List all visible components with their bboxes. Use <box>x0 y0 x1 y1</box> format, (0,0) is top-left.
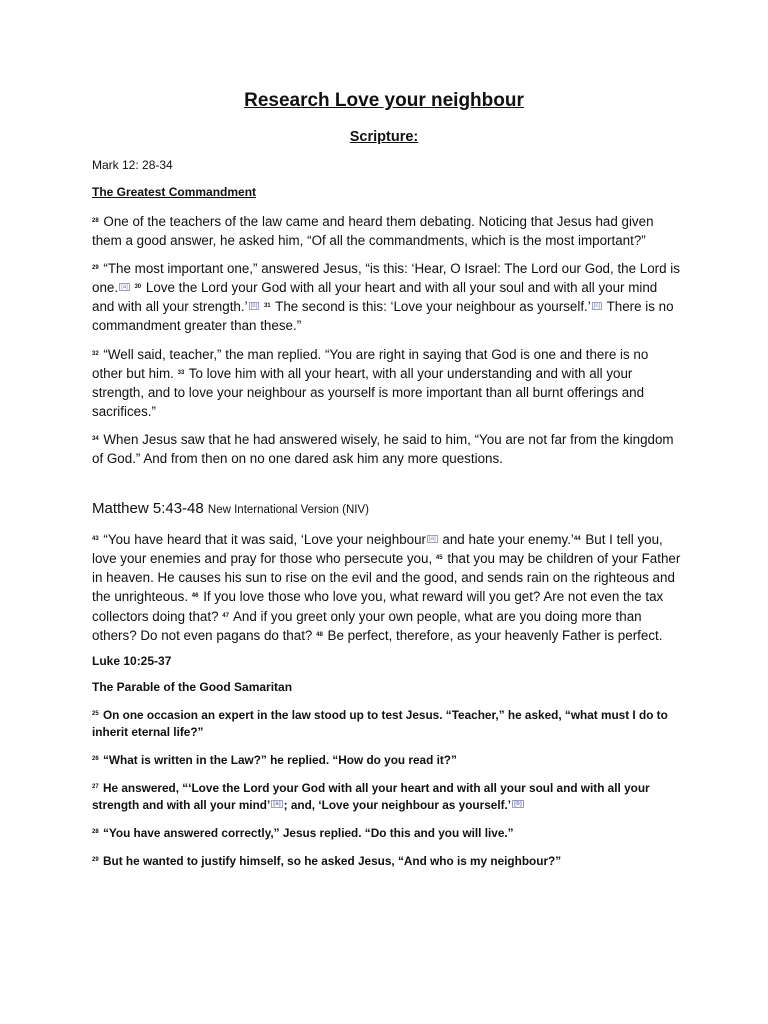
verse-number: 29 <box>92 856 99 863</box>
verse-text: But he wanted to justify himself, so he asked Jesus, “And who is my neighbour?” <box>102 853 562 868</box>
verse-number: 45 <box>435 555 443 562</box>
footnote-link[interactable]: [c] <box>593 303 601 310</box>
luke-reference: Luke 10:25-37 <box>92 653 172 668</box>
verse-text: When Jesus saw that he had answered wisely, he said to him, “You are not far from the kingdom of God.” And from then on no one dared ask him any more questions. <box>92 431 674 467</box>
footnote-link[interactable]: [a] <box>121 284 128 291</box>
verse-number: 30 <box>134 284 142 291</box>
footnote-link[interactable]: [b] <box>250 303 258 310</box>
mark-verse-34 <box>92 430 682 468</box>
verse-number: 31 <box>263 303 271 310</box>
luke-heading: The Parable of the Good Samaritan <box>92 679 293 694</box>
verse-number: 34 <box>92 435 99 442</box>
document-body <box>92 158 682 880</box>
verse-text: Be perfect, therefore, as your heavenly Father is perfect. <box>327 627 663 643</box>
verse-number: 32 <box>92 350 99 357</box>
mark-verse-28 <box>92 212 682 250</box>
verse-text: He answered, “‘Love the Lord your God with all your heart and with all your soul and with all your strength and with all your mind’ <box>92 780 650 812</box>
mark-verses-29-31 <box>92 259 682 335</box>
verse-number: 43 <box>92 536 99 543</box>
verse-number: 28 <box>92 828 99 835</box>
verse-text: “You have answered correctly,” Jesus replied. “Do this and you will live.” <box>102 825 514 840</box>
verse-text: Love the Lord your God with all your heart and with all your soul and with all your mind and with all your strength.’ <box>92 280 658 315</box>
verse-number: 25 <box>92 710 99 717</box>
bible-version: New International Version (NIV) <box>207 504 369 517</box>
mark-verses-32-33 <box>92 345 682 421</box>
verse-text: One of the teachers of the law came and heard them debating. Noticing that Jesus had given them a good answer, he asked him, “Of all the commandments, which is the most important?” <box>92 214 654 249</box>
luke-verse-29 <box>92 852 682 870</box>
verse-number: 47 <box>222 612 229 619</box>
footnote-link[interactable]: [a] <box>273 800 281 807</box>
verse-number: 48 <box>316 631 323 638</box>
verse-text: “The most important one,” answered Jesus, “is this: ‘Hear, O Israel: The Lord our God, the Lord is one. <box>92 261 680 296</box>
verse-number: 33 <box>177 369 185 376</box>
verse-text: There is no commandment greater than these.” <box>92 299 674 334</box>
verse-text: ; and, ‘Love your neighbour as yourself.’ <box>283 797 512 812</box>
luke-verse-28 <box>92 824 682 842</box>
luke-verse-25 <box>92 706 682 741</box>
verse-text: and hate your enemy.’ <box>442 532 574 548</box>
verse-number: 27 <box>92 783 99 790</box>
verse-number: 46 <box>191 593 199 600</box>
mark-heading: The Greatest Commandment <box>92 185 257 199</box>
page-subtitle: Scripture: <box>349 129 419 145</box>
verse-number: 29 <box>92 265 99 272</box>
verse-text: that you may be children of your Father in heaven. He causes his sun to rise on the evil and the good, and sends rain on the righteous and the unrighteous. <box>92 551 681 605</box>
matthew-heading <box>92 500 682 517</box>
matthew-verses-43-48 <box>92 530 682 645</box>
verse-text: To love him with all your heart, with all your understanding and with all your strength, and to love your neighbour as yourself is more important than all burnt offerings and sacrifices.” <box>92 365 645 419</box>
verse-text: On one occasion an expert in the law stood up to test Jesus. “Teacher,” he asked, “what must I do to inherit eternal life?” <box>92 707 668 739</box>
verse-text: “You have heard that it was said, ‘Love your neighbour <box>103 532 426 548</box>
verse-text: “What is written in the Law?” he replied. “How do you read it?” <box>102 752 457 767</box>
mark-reference: Mark 12: 28-34 <box>92 158 173 172</box>
verse-text: The second is this: ‘Love your neighbour as yourself.’ <box>275 299 591 315</box>
verse-text: “Well said, teacher,” the man replied. “You are right in saying that God is one and there is no other but him. <box>92 346 649 381</box>
footnote-link[interactable]: [a] <box>429 536 436 543</box>
page-title: Research Love your neighbour <box>244 90 524 111</box>
verse-text: But I tell you, love your enemies and pray for those who persecute you, <box>92 532 663 567</box>
verse-number: 28 <box>92 218 99 224</box>
verse-text: If you love those who love you, what reward will you get? Are not even the tax collectors doing that? <box>92 589 664 624</box>
luke-verse-26 <box>92 751 682 769</box>
verse-text: And if you greet only your own people, what are you doing more than others? Do not even pagans do that? <box>92 608 642 643</box>
verse-number: 44 <box>573 536 581 543</box>
footnote-link[interactable]: [b] <box>514 800 522 807</box>
luke-verse-27 <box>92 779 682 814</box>
matthew-reference: Matthew 5:43-48 <box>92 500 204 518</box>
verse-number: 26 <box>92 755 99 762</box>
